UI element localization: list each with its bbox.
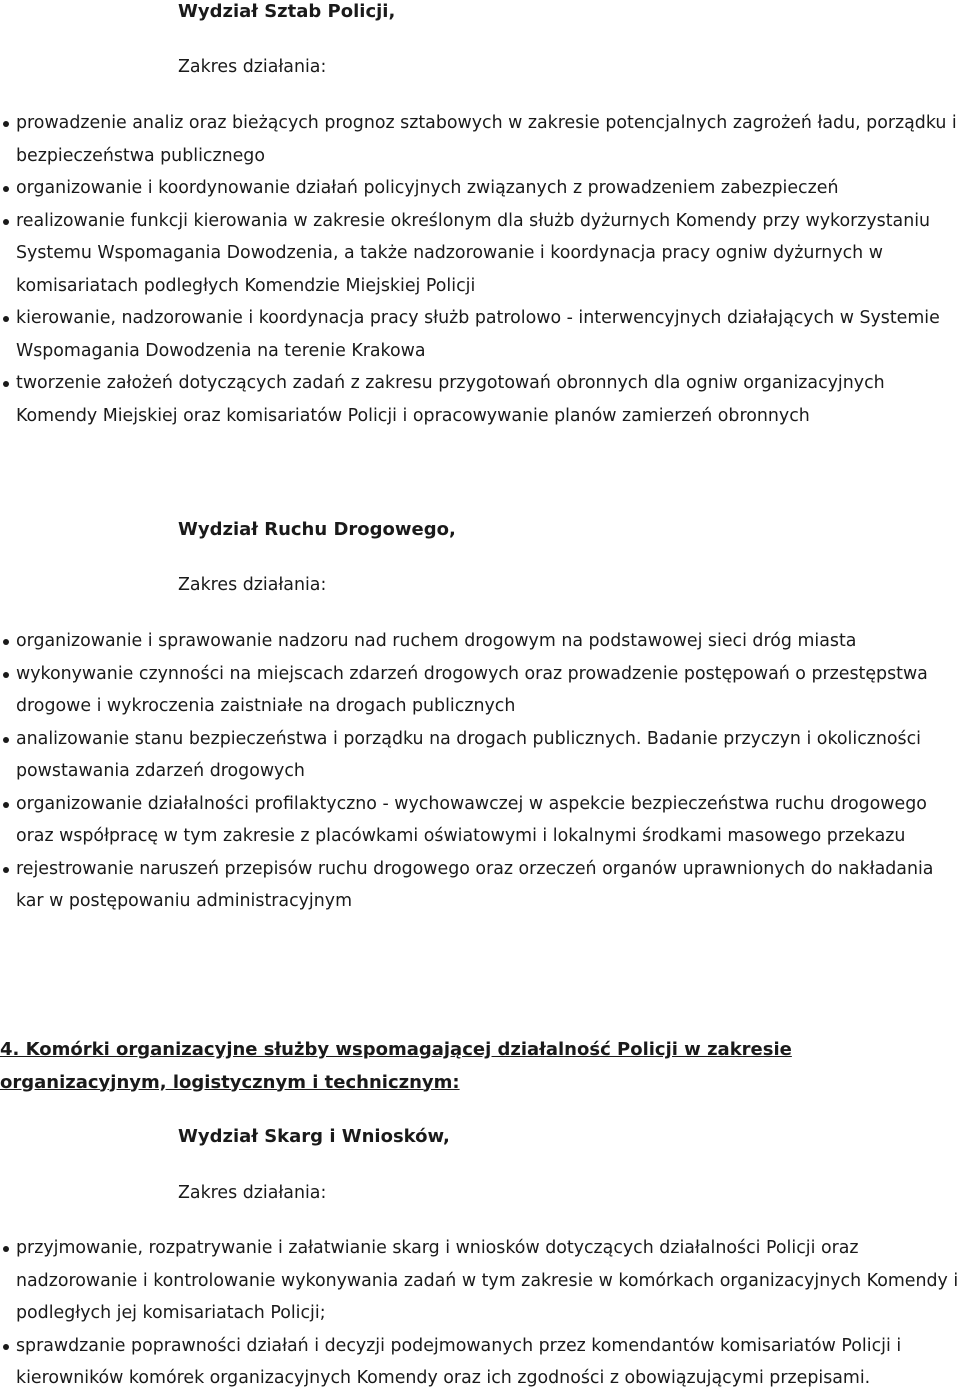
list-item: wykonywanie czynności na miejscach zdarzeń drogowych oraz prowadzenie postępowań o przestępstwa drogowe i wykroczenia zaistniałe na drogach publicznych [0,658,960,723]
list-item: tworzenie założeń dotyczących zadań z zakresu przygotowań obronnych dla ogniw organizacyjnych Komendy Miejskiej oraz komisariatów Policji i opracowywanie planów zamierzeń obronnych [0,367,960,432]
list-item: realizowanie funkcji kierowania w zakresie określonym dla służb dyżurnych Komendy przy wykorzystaniu Systemu Wspomagania Dowodzenia, a także nadzorowanie i koordynacja pracy ogniw dyżurnych w komisariatach podległych Komendzie Miejskiej Policji [0,205,960,303]
list-item: organizowanie i sprawowanie nadzoru nad ruchem drogowym na podstawowej sieci dróg miasta [0,625,960,658]
list-item: organizowanie działalności profilaktyczno - wychowawczej w aspekcie bezpieczeństwa ruchu drogowego oraz współpracę w tym zakresie z placówkami oświatowymi i lokalnymi środkami masowego przekazu [0,788,960,853]
scope-list [0,625,960,918]
department-title: Wydział Sztab Policji, [178,1,396,22]
scope-list [0,1232,960,1395]
list-item: analizowanie stanu bezpieczeństwa i porządku na drogach publicznych. Badanie przyczyn i okoliczności powstawania zdarzeń drogowych [0,723,960,788]
scope-label: Zakres działania: [178,1183,327,1203]
list-item: prowadzenie analiz oraz bieżących prognoz sztabowych w zakresie potencjalnych zagrożeń ładu, porządku i bezpieczeństwa publicznego [0,107,960,172]
category-heading: 4. Komórki organizacyjne służby wspomagającej działalność Policji w zakresie organizacyjnym, logistycznym i technicznym: [0,1039,792,1093]
department-title: Wydział Skarg i Wniosków, [178,1126,450,1147]
list-item: przyjmowanie, rozpatrywanie i załatwianie skarg i wniosków dotyczących działalności Policji oraz nadzorowanie i kontrolowanie wykonywania zadań w tym zakresie w komórkach organizacyjnych Komendy i podległych jej komisariatach Policji; [0,1232,960,1330]
scope-label: Zakres działania: [178,575,327,595]
list-item: sprawdzanie poprawności działań i decyzji podejmowanych przez komendantów komisariatów Policji i kierowników komórek organizacyjnych Komendy oraz ich zgodności z obowiązującymi przepisami. [0,1330,960,1395]
scope-list [0,107,960,432]
list-item: rejestrowanie naruszeń przepisów ruchu drogowego oraz orzeczeń organów uprawnionych do nakładania kar w postępowaniu administracyjnym [0,853,960,918]
department-title: Wydział Ruchu Drogowego, [178,519,456,540]
list-item: kierowanie, nadzorowanie i koordynacja pracy służb patrolowo - interwencyjnych działających w Systemie Wspomagania Dowodzenia na terenie Krakowa [0,302,960,367]
scope-label: Zakres działania: [178,57,327,77]
list-item: organizowanie i koordynowanie działań policyjnych związanych z prowadzeniem zabezpieczeń [0,172,960,205]
